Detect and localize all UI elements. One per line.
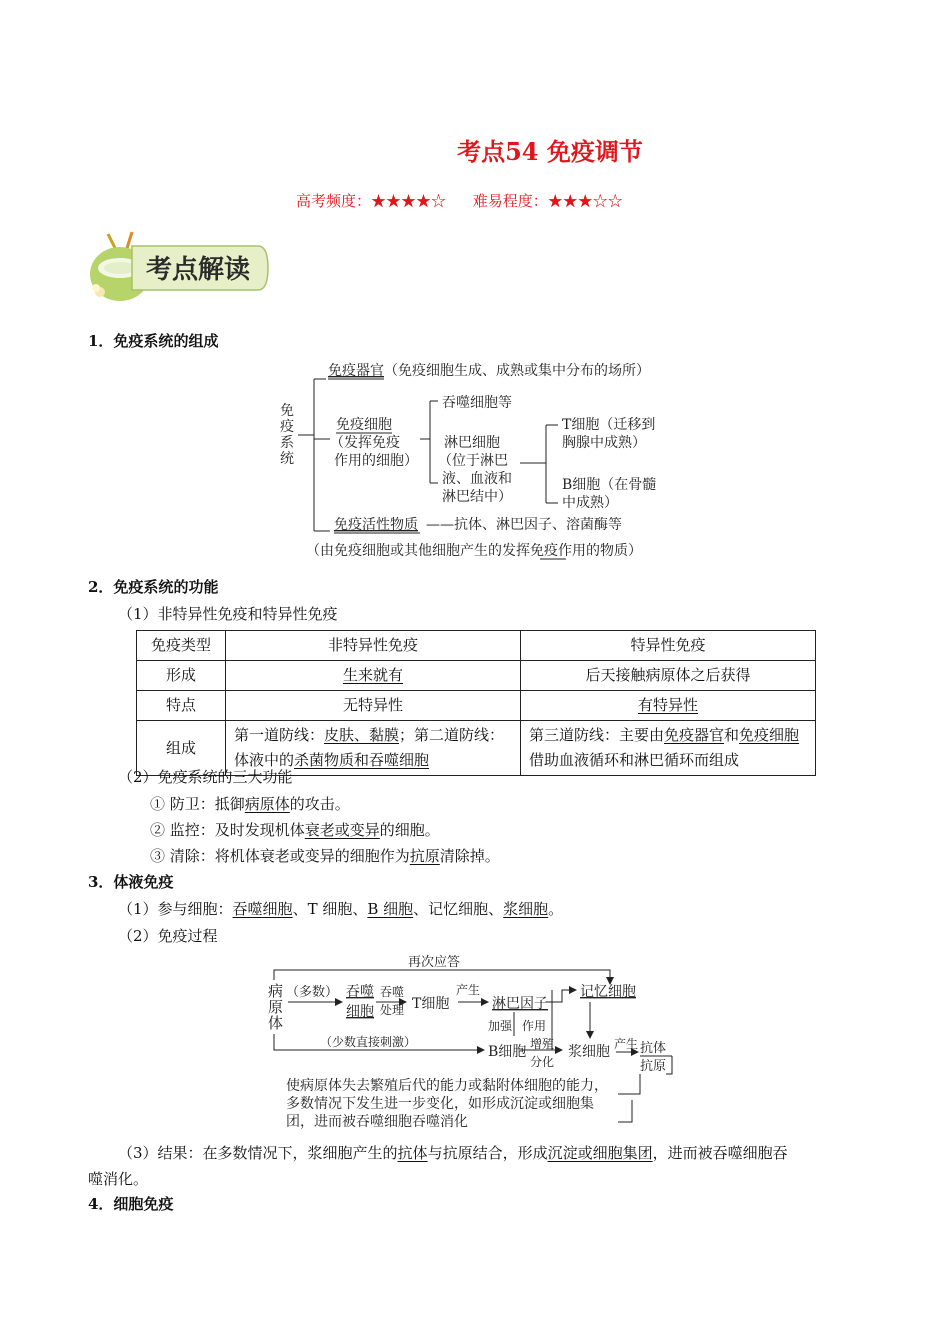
pathogen-char-2: 原	[268, 998, 284, 1016]
exam-frequency: 高考频度：★★★★☆	[296, 192, 447, 210]
active-substance: 免疫活性物质 ——抗体、淋巴因子、溶菌酶等	[334, 517, 622, 533]
again-response-label: 再次应答	[408, 955, 461, 970]
memory-cell-node: 记忆细胞	[580, 984, 636, 1000]
lymph-line2: （位于淋巴	[438, 453, 508, 469]
active-note: （由免疫细胞或其他细胞产生的发挥免疫作用的物质）	[306, 543, 642, 559]
badge-label: 考点解读	[146, 255, 251, 285]
result-line2: 多数情况下发生进一步变化，如形成沉淀或细胞集	[286, 1096, 594, 1112]
immune-system-composition-diagram	[270, 355, 690, 570]
section-2-heading: 2．免疫系统的功能	[88, 578, 219, 596]
result-paragraph: （3）结果：在多数情况下，浆细胞产生的抗体与抗原结合，形成沉淀或细胞集团，进而被吞噬细胞吞 噬消化。	[88, 1144, 788, 1188]
table-cell: 第一道防线：皮肤、黏膜；第二道防线：体液中的杀菌物质和吞噬细胞	[226, 721, 521, 776]
function-monitor: ② 监控：及时发现机体衰老或变异的细胞。	[150, 821, 440, 839]
section-1-heading: 1．免疫系统的组成	[88, 332, 219, 350]
root-char-2: 疫	[280, 419, 294, 435]
pathogen-char-1: 病	[268, 982, 284, 1000]
function-defense: ① 防卫：抵御病原体的攻击。	[150, 795, 350, 813]
subsection-3-2: （2）免疫过程	[118, 927, 218, 945]
table-cell: 无特异性	[226, 691, 521, 721]
table-cell: 特点	[137, 691, 226, 721]
subsection-2-2: （2）免疫系统的三大功能	[118, 768, 293, 786]
produce-label-1: 产生	[456, 983, 481, 997]
act-label: 作用	[522, 1019, 547, 1033]
process-line2: 处理	[380, 1003, 405, 1017]
humoral-immunity-diagram	[262, 950, 692, 1135]
function-clear: ③ 清除：将机体衰老或变异的细胞作为抗原清除掉。	[150, 847, 500, 865]
few-direct-label: （少数直接刺激）	[320, 1035, 417, 1049]
phagocyte-line1: 吞噬	[346, 984, 374, 1000]
table-cell: 生来就有	[226, 661, 521, 691]
table-row	[137, 691, 816, 721]
page-title: 考点54 免疫调节	[457, 137, 643, 166]
result-line3: 团，进而被吞噬细胞吞噬消化	[286, 1114, 468, 1130]
b-cell-node: B细胞	[488, 1044, 527, 1060]
b-cell-line1: B细胞（在骨髓	[562, 477, 657, 493]
table-cell: 有特异性	[521, 691, 816, 721]
subsection-2-1: （1）非特异性免疫和特异性免疫	[118, 605, 338, 623]
antibody-node: 抗体	[640, 1041, 667, 1056]
result-line1: 使病原体失去繁殖后代的能力或黏附体细胞的能力，	[286, 1078, 608, 1094]
table-cell: 第三道防线：主要由免疫器官和免疫细胞借助血液循环和淋巴循环而组成	[521, 721, 816, 776]
difficulty-rating: 难易程度：★★★☆☆	[472, 192, 623, 210]
table-header-cell: 免疫类型	[137, 631, 226, 661]
enhance-label: 加强	[488, 1019, 513, 1033]
immune-organ: 免疫器官（免疫细胞生成、成熟或集中分布的场所）	[328, 363, 650, 379]
process-line1: 吞噬	[380, 985, 405, 999]
immune-cell-line3: 作用的细胞）	[334, 453, 418, 469]
section-badge	[82, 228, 272, 306]
lymph-line3: 液、血液和	[442, 471, 512, 487]
lymph-line1: 淋巴细胞	[444, 435, 500, 451]
phagocyte: 吞噬细胞等	[442, 395, 512, 411]
prolif-line2: 分化	[530, 1055, 555, 1069]
table-cell: 形成	[137, 661, 226, 691]
root-char-1: 免	[280, 403, 294, 419]
root-char-4: 统	[280, 451, 294, 467]
immune-cell-line2: （发挥免疫	[330, 435, 400, 451]
difficulty-line	[296, 190, 645, 211]
t-cell-node: T细胞	[412, 996, 450, 1012]
lymph-line4: 淋巴结中）	[442, 489, 512, 505]
participating-cells: （1）参与细胞：吞噬细胞、T 细胞、B 细胞、记忆细胞、浆细胞。	[118, 900, 564, 918]
produce-label-2: 产生	[614, 1037, 639, 1051]
phagocyte-line2: 细胞	[346, 1004, 374, 1020]
t-cell-line1: T细胞（迁移到	[562, 417, 656, 433]
root-char-3: 系	[280, 435, 294, 451]
table-cell: 后天接触病原体之后获得	[521, 661, 816, 691]
table-header-cell: 特异性免疫	[521, 631, 816, 661]
section-3-heading: 3．体液免疫	[88, 873, 174, 891]
table-header-cell: 非特异性免疫	[226, 631, 521, 661]
majority-label: （多数）	[286, 985, 339, 1000]
lymphokine-node: 淋巴因子	[492, 996, 548, 1012]
section-4-heading: 4．细胞免疫	[88, 1195, 174, 1213]
pathogen-char-3: 体	[268, 1014, 284, 1032]
table-header-row	[137, 631, 816, 661]
table-row	[137, 661, 816, 691]
t-cell-line2: 胸腺中成熟）	[562, 435, 646, 451]
immunity-comparison-table	[136, 630, 816, 776]
antigen-node: 抗原	[640, 1059, 667, 1074]
b-cell-line2: 中成熟）	[562, 495, 618, 511]
table-cell: 组成	[137, 721, 226, 776]
plasma-cell-node: 浆细胞	[568, 1044, 610, 1060]
prolif-line1: 增殖	[530, 1037, 555, 1051]
immune-cell-line1: 免疫细胞	[336, 417, 392, 433]
